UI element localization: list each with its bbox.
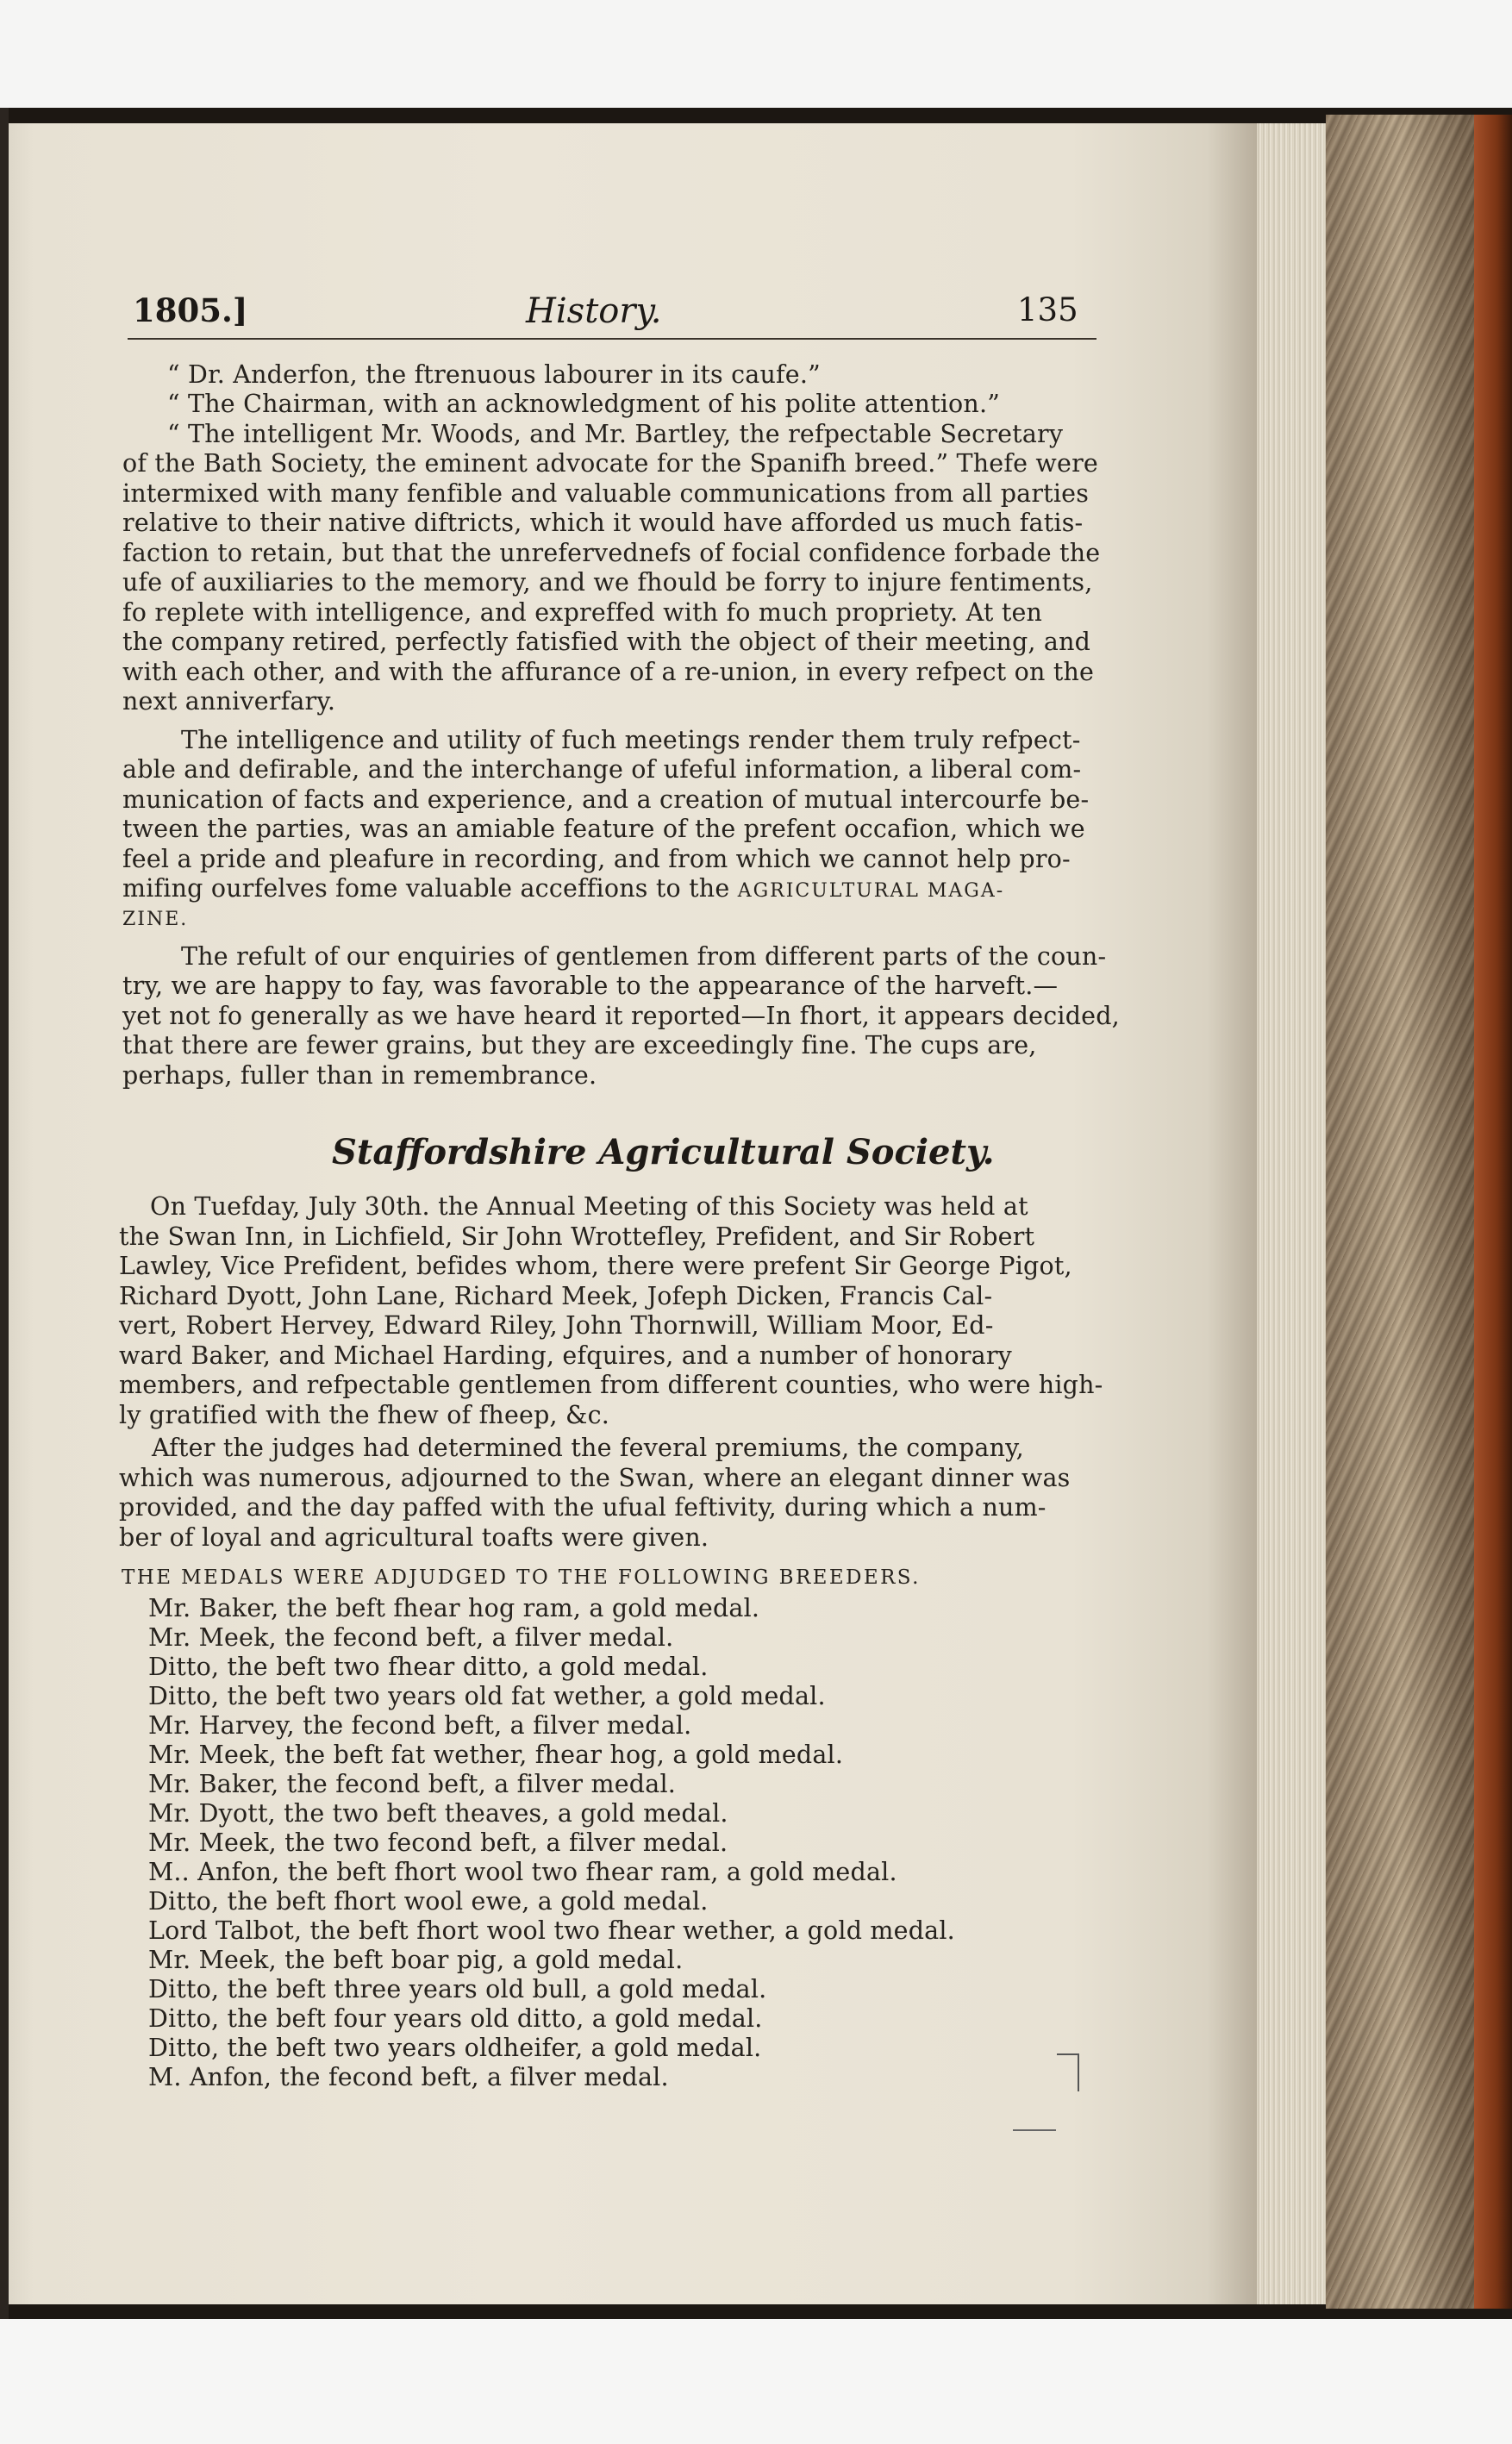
- medal-entry: Mr. Meek, the fecond beft, a filver medal.: [148, 1623, 674, 1652]
- scan-top-margin: [0, 0, 1512, 108]
- text-line: The intelligence and utility of fuch meetings render them truly refpect-: [181, 726, 1081, 754]
- text-line: of the Bath Society, the eminent advocate for the Spanifh breed.” Thefe were: [122, 449, 1098, 478]
- medal-entry: Mr. Baker, the beft fhear hog ram, a gold medal.: [148, 1594, 760, 1622]
- text-line: Lawley, Vice Prefident, befides whom, there were prefent Sir George Pigot,: [119, 1252, 1072, 1280]
- medal-entry: Ditto, the beft two years oldheifer, a gold medal.: [148, 2034, 762, 2062]
- text-line: members, and refpectable gentlemen from different counties, who were high-: [119, 1371, 1103, 1399]
- medal-entry: Mr. Harvey, the fecond beft, a filver medal.: [148, 1711, 692, 1740]
- text-line: “ The intelligent Mr. Woods, and Mr. Bartley, the refpectable Secretary: [167, 420, 1064, 448]
- text-line: the Swan Inn, in Lichfield, Sir John Wrottefley, Prefident, and Sir Robert: [119, 1222, 1035, 1251]
- page-number: 135: [1017, 291, 1078, 328]
- medal-entry: Ditto, the beft three years old bull, a gold medal.: [148, 1975, 767, 2003]
- text-line: intermixed with many fenfible and valuable communications from all parties: [122, 479, 1090, 508]
- medals-heading: THE MEDALS WERE ADJUDGED TO THE FOLLOWING BREEDERS.: [122, 1566, 921, 1589]
- page-edges: [1257, 123, 1326, 2304]
- medal-entry: Ditto, the beft two fhear ditto, a gold medal.: [148, 1653, 709, 1681]
- text-line: “ The Chairman, with an acknowledgment of his polite attention.”: [167, 390, 1001, 418]
- margin-mark: [1057, 2053, 1079, 2091]
- text-line: that there are fewer grains, but they are exceedingly fine. The cups are,: [122, 1031, 1037, 1059]
- scan-left-edge: [0, 108, 9, 2319]
- text-line: faction to retain, but that the unrefervednefs of focial confidence forbade the: [122, 539, 1101, 567]
- text-line: tween the parties, was an amiable feature of the prefent occafion, which we: [122, 815, 1085, 843]
- text-line: ward Baker, and Michael Harding, efquires, and a number of honorary: [119, 1341, 1012, 1370]
- medal-entry: Ditto, the beft four years old ditto, a gold medal.: [148, 2004, 763, 2033]
- text-line: ufe of auxiliaries to the memory, and we fhould be forry to injure fentiments,: [122, 568, 1093, 597]
- text-line: with each other, and with the affurance of a re-union, in every refpect on the: [122, 658, 1095, 686]
- text-line: ber of loyal and agricultural toafts were given.: [119, 1523, 709, 1552]
- text-line: able and defirable, and the interchange of ufeful information, a liberal com-: [122, 755, 1082, 784]
- text-line: provided, and the day paffed with the ufual feftivity, during which a num-: [119, 1493, 1047, 1522]
- text-line: [122, 874, 1004, 906]
- medal-entry: M. Anfon, the fecond beft, a filver medal.: [148, 2063, 669, 2091]
- medal-entry: Mr. Meek, the two fecond beft, a filver medal.: [148, 1828, 728, 1857]
- medal-entry: Mr. Dyott, the two beft theaves, a gold medal.: [148, 1799, 728, 1828]
- text-span: mifing ourfelves fome valuable acceffions to the: [122, 874, 730, 903]
- text-line: After the judges had determined the feveral premiums, the company,: [152, 1434, 1024, 1462]
- magazine-name: AGRICULTURAL MAGA-: [737, 880, 1005, 902]
- medal-entry: M.. Anfon, the beft fhort wool two fhear ram, a gold medal.: [148, 1858, 897, 1886]
- text-line: try, we are happy to fay, was favorable to the appearance of the harveft.—: [122, 972, 1059, 1000]
- text-line: ly gratified with the fhew of fheep, &c.: [119, 1401, 610, 1429]
- medal-entry: Mr. Baker, the fecond beft, a filver medal.: [148, 1770, 677, 1798]
- text-line: next anniverfary.: [122, 687, 336, 716]
- text-line: Richard Dyott, John Lane, Richard Meek, Jofeph Dicken, Francis Cal-: [119, 1282, 993, 1310]
- medal-entry: Ditto, the beft two years old fat wether, a gold medal.: [148, 1682, 826, 1710]
- text-line: yet not fo generally as we have heard it reported—In fhort, it appears decided,: [122, 1002, 1120, 1030]
- text-line: perhaps, fuller than in remembrance.: [122, 1061, 597, 1090]
- leather-spine-edge: [1474, 115, 1512, 2309]
- text-line: “ Dr. Anderfon, the ftrenuous labourer in its caufe.”: [167, 360, 821, 389]
- text-line: fo replete with intelligence, and expreffed with fo much propriety. At ten: [122, 598, 1043, 627]
- margin-mark: [1013, 2129, 1056, 2131]
- text-line: which was numerous, adjourned to the Swan, where an elegant dinner was: [119, 1464, 1071, 1492]
- medal-entry: Mr. Meek, the beft boar pig, a gold medal.: [148, 1946, 684, 1974]
- scan-bottom-margin: [0, 2319, 1512, 2444]
- text-line: On Tuefday, July 30th. the Annual Meeting of this Society was held at: [150, 1192, 1028, 1221]
- section-heading: Staffordshire Agricultural Society.: [332, 1132, 995, 1172]
- running-head-year: 1805.]: [133, 291, 248, 329]
- medal-entry: Mr. Meek, the beft fat wether, fhear hog, a gold medal.: [148, 1741, 844, 1769]
- medal-entry: Ditto, the beft fhort wool ewe, a gold medal.: [148, 1887, 709, 1916]
- text-line: relative to their native diftricts, which it would have afforded us much fatis-: [122, 509, 1084, 537]
- text-line: vert, Robert Hervey, Edward Riley, John Thornwill, William Moor, Ed-: [119, 1311, 994, 1340]
- text-line: the company retired, perfectly fatisfied with the object of their meeting, and: [122, 628, 1091, 656]
- text-line: munication of facts and experience, and a creation of mutual intercourfe be-: [122, 785, 1090, 814]
- running-head-title: History.: [526, 291, 662, 331]
- text-line: feel a pride and pleafure in recording, and from which we cannot help pro-: [122, 845, 1071, 873]
- text-line: The refult of our enquiries of gentlemen from different parts of the coun-: [181, 942, 1107, 971]
- text-line: ZINE.: [122, 909, 189, 930]
- medal-entry: Lord Talbot, the beft fhort wool two fhear wether, a gold medal.: [148, 1916, 955, 1945]
- header-rule: [128, 338, 1097, 340]
